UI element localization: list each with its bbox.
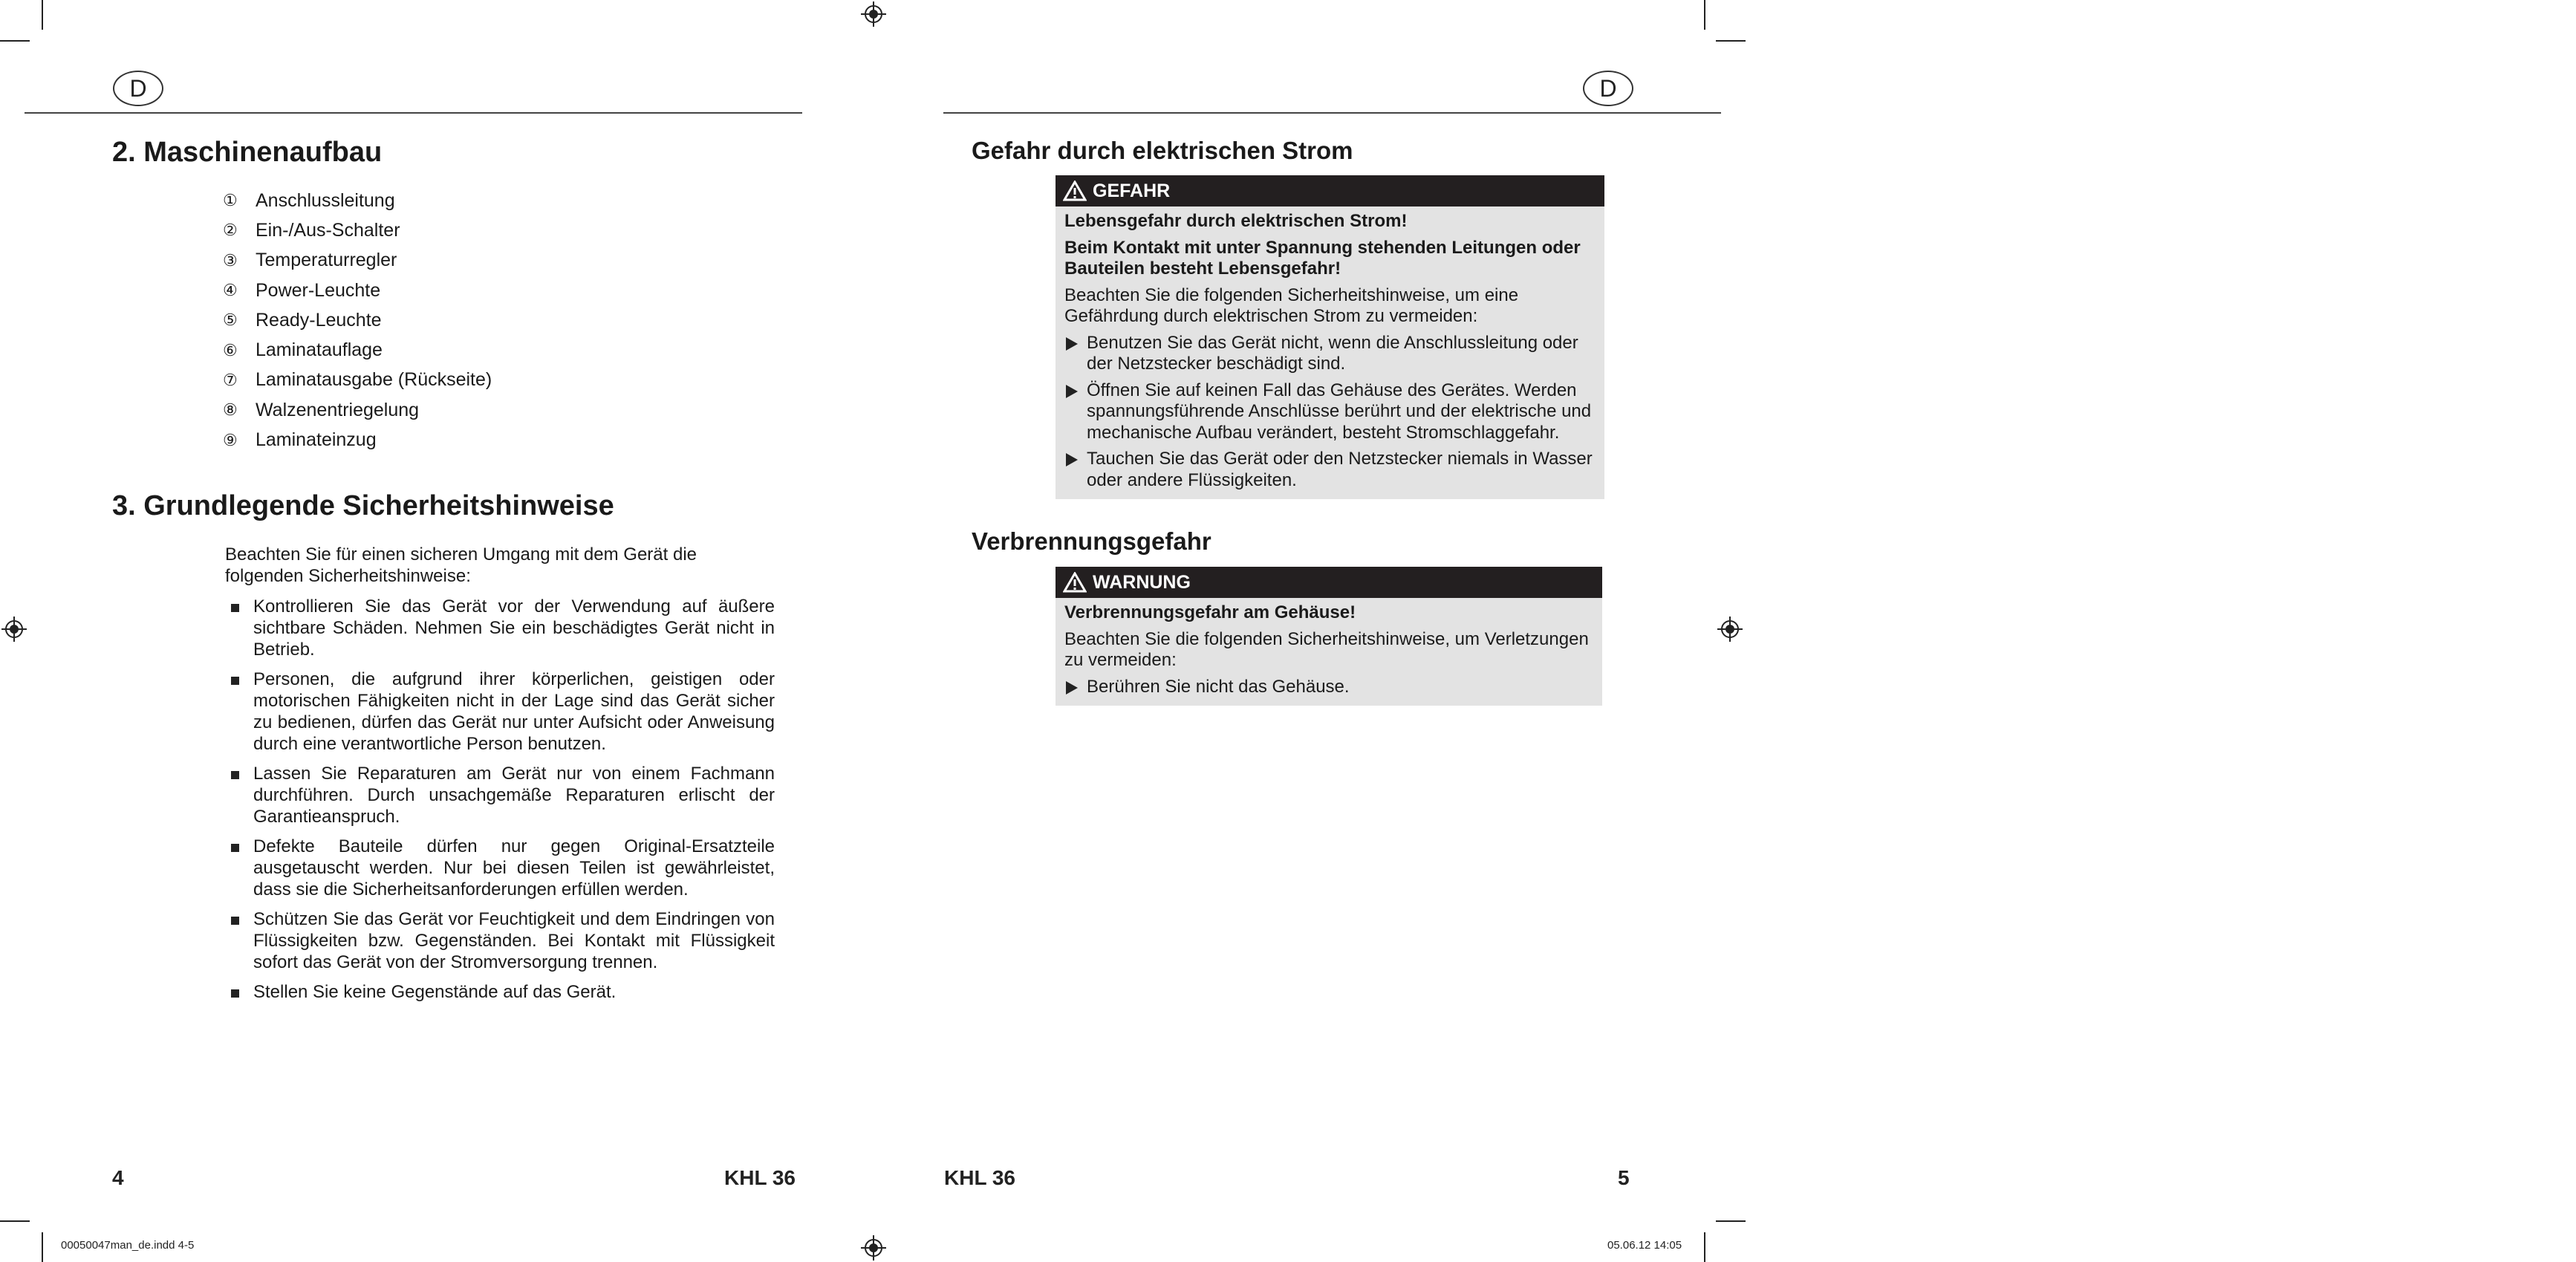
- danger-box: [1056, 175, 1604, 499]
- list-item: [1064, 380, 1596, 444]
- warning-box: [1056, 567, 1602, 706]
- list-item: [223, 395, 492, 425]
- bullet-text: Lassen Sie Reparaturen am Gerät nur von einem Fachmann durchführen. Durch unsachgemäße Reparaturen erlischt der Garantieanspruch.: [253, 764, 775, 827]
- item-text: Tauchen Sie das Gerät oder den Netzstecker niemals in Wasser oder andere Flüssigkeiten.: [1087, 449, 1593, 490]
- list-item: [223, 276, 492, 305]
- warning-label: WARNUNG: [1093, 571, 1191, 593]
- crop-mark: [0, 40, 30, 42]
- file-slug: 00050047man_de.indd 4-5: [61, 1239, 195, 1252]
- crop-mark: [1704, 1232, 1705, 1262]
- list-item: [225, 836, 775, 900]
- language-badge: D: [1583, 71, 1633, 106]
- list-item: [223, 246, 492, 276]
- burn-hazard-title: Verbrennungsgefahr: [972, 527, 1211, 555]
- danger-subline: Beim Kontakt mit unter Spannung stehenden Leitungen oder Bauteilen besteht Lebensgefahr!: [1064, 237, 1581, 279]
- bullet-square-icon: [231, 771, 239, 779]
- part-number: ⑥: [223, 340, 238, 360]
- registration-mark-icon: [861, 1, 886, 27]
- part-number: ⑤: [223, 310, 238, 330]
- list-item: [223, 425, 492, 455]
- model-name-left: KHL 36: [724, 1166, 796, 1189]
- crop-mark: [0, 1220, 30, 1222]
- part-label: Power-Leuchte: [256, 279, 381, 301]
- part-number: ②: [223, 221, 238, 240]
- list-item: [1064, 677, 1593, 698]
- bullet-square-icon: [231, 917, 239, 925]
- crop-mark: [1704, 0, 1705, 30]
- part-label: Laminateinzug: [256, 429, 377, 451]
- safety-intro: Beachten Sie für einen sicheren Umgang mit dem Gerät die folgenden Sicherheitshinweise:: [225, 544, 697, 586]
- item-text: Öffnen Sie auf keinen Fall das Gehäuse des Gerätes. Werden spannungsführende Anschlüsse berührt und der elektrische und mechanische Aufbau verändert, besteht Stromschlaggefahr.: [1087, 380, 1592, 443]
- item-text: Berühren Sie nicht das Gehäuse.: [1087, 676, 1350, 697]
- bullet-square-icon: [231, 677, 239, 685]
- list-item: [225, 981, 775, 1003]
- warning-box-body: [1056, 598, 1602, 706]
- bullet-text: Schützen Sie das Gerät vor Feuchtigkeit und dem Eindringen von Flüssigkeiten bzw. Gegenständen. Bei Kontakt mit Flüssigkeit sofort das Gerät von der Stromversorgung trennen.: [253, 909, 775, 972]
- bullet-text: Personen, die aufgrund ihrer körperlichen, geistigen oder motorischen Fähigkeiten nicht in der Lage sind das Gerät sicher zu bedienen, dürfen das Gerät nur unter Aufsicht oder Anweisung durch eine verantwortliche Person benutzen.: [253, 669, 775, 754]
- part-number: ⑧: [223, 400, 238, 420]
- crop-mark: [1716, 40, 1746, 42]
- warning-box-header: [1056, 567, 1602, 598]
- bullet-text: Stellen Sie keine Gegenstände auf das Gerät.: [253, 982, 617, 1002]
- registration-mark-icon: [1717, 617, 1743, 642]
- list-item: [223, 305, 492, 335]
- danger-item-list: [1064, 333, 1596, 492]
- warning-intro: Beachten Sie die folgenden Sicherheitshinweise, um Verletzungen zu vermeiden:: [1064, 628, 1589, 670]
- warning-headline: Verbrennungsgefahr am Gehäuse!: [1064, 602, 1356, 622]
- part-label: Walzenentriegelung: [256, 399, 420, 420]
- part-label: Anschlussleitung: [256, 189, 395, 211]
- page-number-right: 5: [1618, 1166, 1630, 1189]
- part-number: ⑨: [223, 430, 238, 449]
- registration-mark-icon: [861, 1235, 886, 1261]
- list-item: [225, 908, 775, 973]
- list-item: [225, 763, 775, 827]
- crop-mark: [42, 1232, 43, 1262]
- part-label: Temperaturregler: [256, 250, 397, 271]
- bullet-square-icon: [231, 844, 239, 852]
- section-2-title: 2. Maschinenaufbau: [112, 137, 383, 168]
- language-badge: D: [113, 71, 163, 106]
- list-item: [1064, 333, 1596, 375]
- registration-mark-icon: [1, 617, 27, 642]
- section-3-title: 3. Grundlegende Sicherheitshinweise: [112, 490, 614, 521]
- part-label: Laminatauflage: [256, 339, 383, 361]
- bullet-text: Kontrollieren Sie das Gerät vor der Verwendung auf äußere sichtbare Schäden. Nehmen Sie ein beschädigtes Gerät nicht in Betrieb.: [253, 596, 775, 660]
- bullet-square-icon: [231, 604, 239, 612]
- part-number: ⑦: [223, 370, 238, 389]
- list-item: [223, 215, 492, 245]
- part-label: Laminatausgabe (Rückseite): [256, 369, 492, 391]
- list-item: [223, 365, 492, 395]
- model-name-right: KHL 36: [944, 1166, 1015, 1189]
- list-item: [223, 186, 492, 215]
- list-item: [1064, 449, 1596, 491]
- list-item: [225, 669, 775, 755]
- electric-hazard-title: Gefahr durch elektrischen Strom: [972, 137, 1353, 164]
- part-label: Ready-Leuchte: [256, 309, 382, 331]
- crop-mark: [1716, 1220, 1746, 1222]
- part-number: ④: [223, 281, 238, 300]
- crop-mark: [42, 0, 43, 30]
- warning-triangle-icon: [1063, 572, 1087, 593]
- arrow-bullet-icon: [1066, 681, 1078, 695]
- safety-bullet-list: [225, 596, 775, 1011]
- warning-item-list: [1064, 677, 1593, 698]
- item-text: Benutzen Sie das Gerät nicht, wenn die Anschlussleitung oder der Netzstecker beschädigt sind.: [1087, 332, 1578, 374]
- bullet-square-icon: [231, 989, 239, 998]
- danger-box-header: [1056, 175, 1604, 206]
- part-label: Ein-/Aus-Schalter: [256, 219, 400, 241]
- danger-label: GEFAHR: [1093, 180, 1171, 201]
- date-slug: 05.06.12 14:05: [1607, 1239, 1682, 1252]
- arrow-bullet-icon: [1066, 453, 1078, 466]
- danger-intro: Beachten Sie die folgenden Sicherheitshinweise, um eine Gefährdung durch elektrischen Strom zu vermeiden:: [1064, 284, 1519, 326]
- warning-triangle-icon: [1063, 180, 1087, 201]
- header-rule: [25, 112, 802, 114]
- list-item: [225, 596, 775, 660]
- bullet-text: Defekte Bauteile dürfen nur gegen Original-Ersatzteile ausgetauscht werden. Nur bei diesen Teilen ist gewährleistet, dass sie die Sicherheitsanforderungen erfüllen werden.: [253, 836, 775, 900]
- list-item: [223, 335, 492, 365]
- header-rule: [943, 112, 1721, 114]
- parts-list: [223, 186, 492, 455]
- page-number-left: 4: [112, 1166, 124, 1189]
- danger-box-body: [1056, 206, 1604, 499]
- arrow-bullet-icon: [1066, 337, 1078, 351]
- part-number: ③: [223, 250, 238, 270]
- danger-headline: Lebensgefahr durch elektrischen Strom!: [1064, 211, 1408, 231]
- part-number: ①: [223, 191, 238, 210]
- registration-mark-icon: [0, 0, 25, 25]
- arrow-bullet-icon: [1066, 385, 1078, 398]
